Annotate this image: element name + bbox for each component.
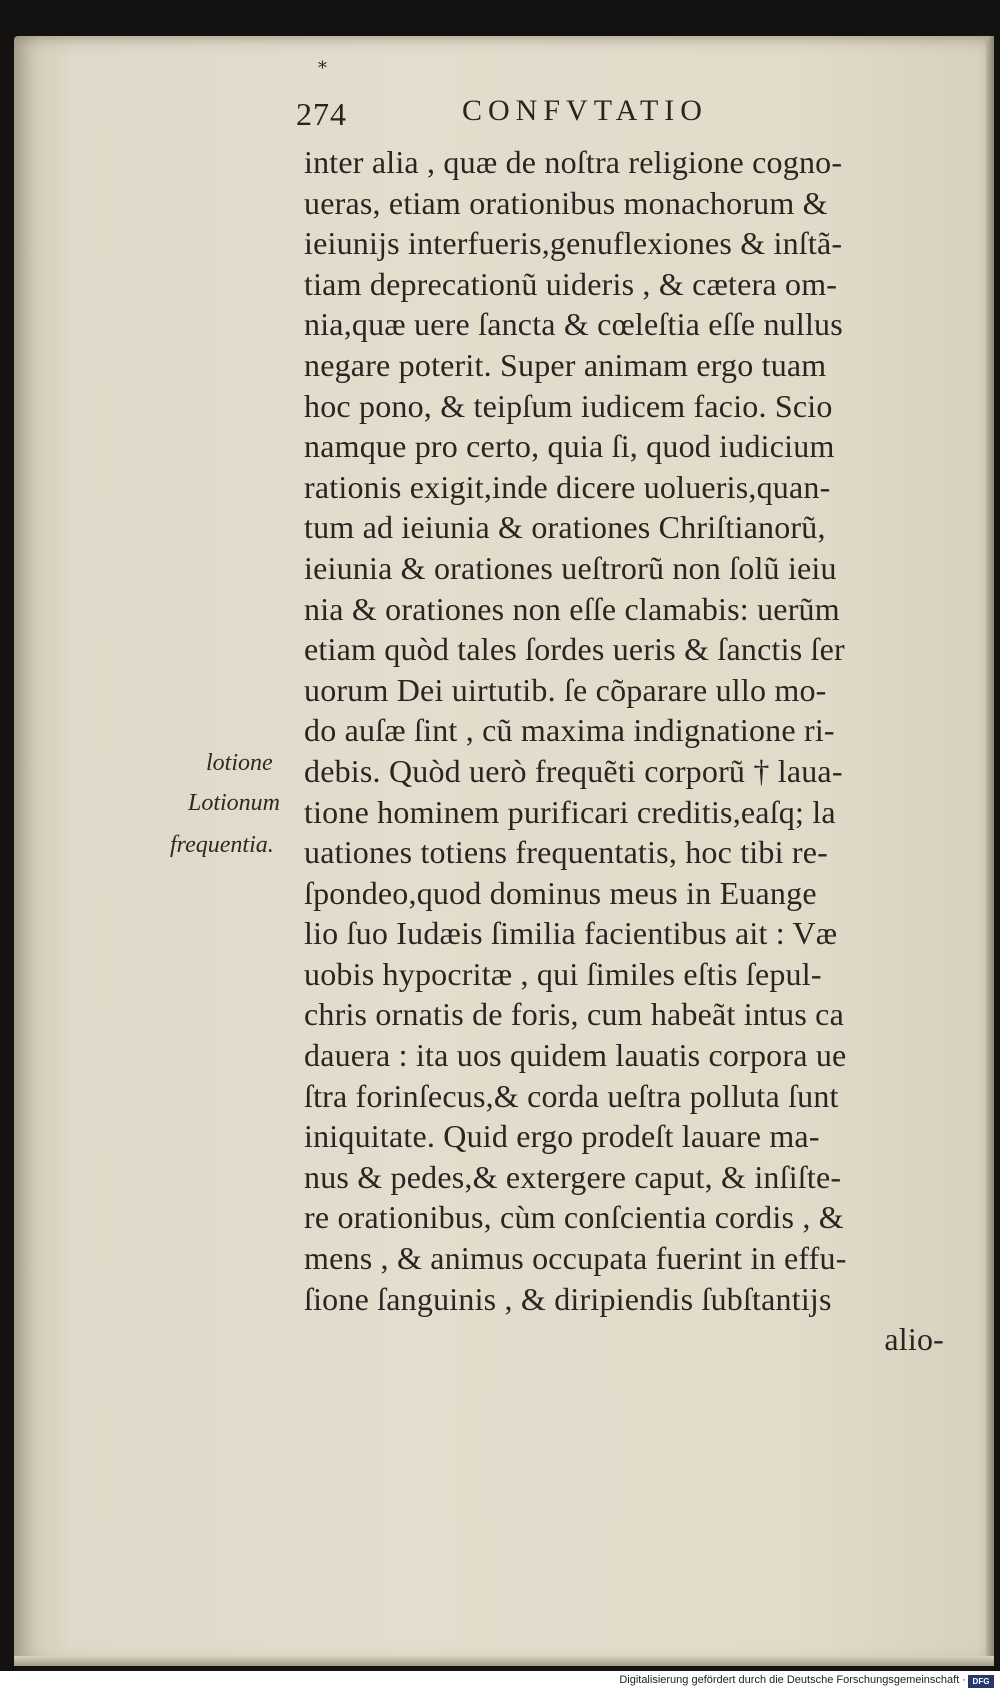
margin-note: frequentia. [170, 832, 274, 858]
text-line: mens , & animus occupata fuerint in effu- [304, 1240, 847, 1277]
text-line: ſione ſanguinis , & diripiendis ſubſtantijs [304, 1280, 832, 1317]
page-edge-bottom [14, 1656, 994, 1666]
page-header [296, 96, 916, 136]
text-line: ueras, etiam orationibus monachorum & [304, 184, 828, 221]
text-line: hoc pono, & teipſum iudicem facio. Scio [304, 387, 833, 424]
text-line: ieiunijs interfueris,genuflexiones & inſtã- [304, 225, 843, 262]
text-line: negare poterit. Super animam ergo tuam [304, 346, 827, 383]
text-line: uationes totiens frequentatis, hoc tibi re- [304, 834, 829, 871]
text-line: nia & orationes non eſſe clamabis: uerũm [304, 590, 840, 627]
text-line: ieiunia & orationes ueſtrorũ non ſolũ ieiu [304, 549, 837, 586]
text-line: re orationibus, cùm conſcientia cordis , & [304, 1199, 844, 1236]
text-line: nus & pedes,& extergere caput, & inſiſte- [304, 1158, 842, 1195]
text-line: debis. Quòd uerò frequẽti corporũ † laua- [304, 752, 843, 789]
page-edge-right [986, 36, 994, 1666]
margin-note: lotione [206, 750, 273, 776]
ornament-asterisk: * [318, 58, 327, 79]
text-line: ſpondeo,quod dominus meus in Euange [304, 874, 817, 911]
running-title: CONFVTATIO [462, 94, 708, 127]
margin-note: Lotionum [188, 790, 281, 816]
digitization-footer [0, 1671, 1000, 1693]
text-line: dauera : ita uos quidem lauatis corpora ue [304, 1037, 847, 1074]
text-line: rationis exigit,inde dicere uolueris,quan- [304, 468, 831, 505]
dfg-logo-icon: DFG [968, 1675, 994, 1688]
text-line: tum ad ieiunia & orationes Chriſtianorũ, [304, 509, 826, 546]
page-number: 274 [296, 96, 347, 132]
body-text [304, 142, 954, 1360]
text-line: tione hominem purificari creditis,eaſq; la [304, 793, 836, 830]
text-line: chris ornatis de foris, cum habeãt intus ca [304, 996, 844, 1033]
catchword: alio- [884, 1321, 944, 1358]
text-line: uobis hypocritæ , qui ſimiles eſtis ſepul- [304, 955, 822, 992]
text-line: uorum Dei uirtutib. ſe cõparare ullo mo- [304, 671, 827, 708]
text-line: do auſæ ſint , cũ maxima indignatione ri- [304, 712, 835, 749]
text-line: inter alia , quæ de noſtra religione cogno- [304, 144, 843, 180]
text-line: nia,quæ uere ſancta & cœleſtia eſſe nullus [304, 306, 843, 343]
text-line: namque pro certo, quia ſi, quod iudicium [304, 428, 835, 465]
text-line: iniquitate. Quid ergo prodeſt lauare ma- [304, 1118, 820, 1155]
text-line: etiam quòd tales ſordes ueris & ſanctis ſer [304, 631, 845, 668]
text-line: lio ſuo Iudæis ſimilia facientibus ait : Væ [304, 915, 838, 952]
footer-credit: Digitalisierung gefördert durch die Deutsche Forschungsgemeinschaft · [619, 1674, 966, 1686]
text-line: ſtra forinſecus,& corda ueſtra polluta ſunt [304, 1077, 839, 1114]
text-line: tiam deprecationũ uideris , & cætera om- [304, 265, 838, 302]
